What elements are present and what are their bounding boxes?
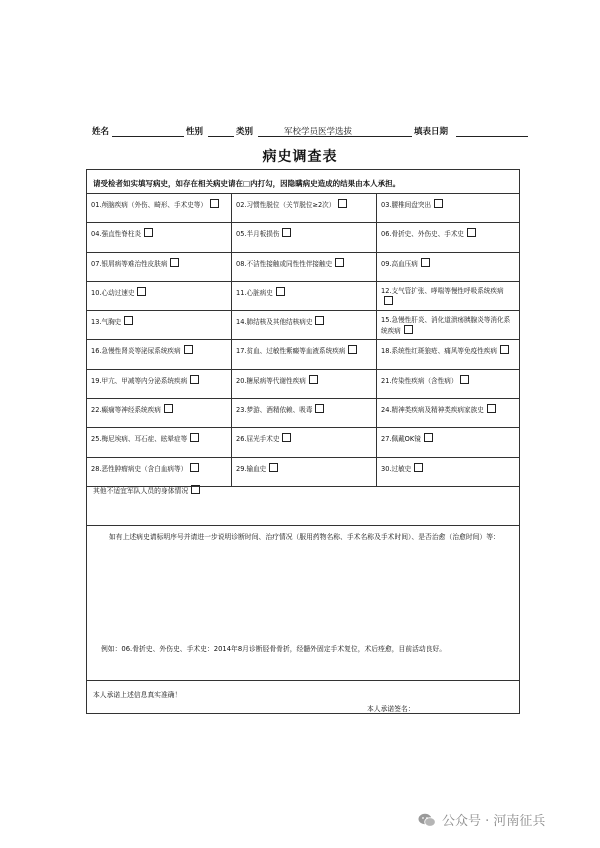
history-item (377, 282, 519, 310)
table-row (87, 253, 519, 282)
history-item-label: 19.甲亢、甲减等内分泌系统疾病 (91, 376, 188, 385)
history-item-checkbox[interactable] (315, 316, 324, 325)
explanation-example: 例如：06.骨折史、外伤史、手术史：2014年8月诊断胫骨骨折，经髓外固定手术复位，术后痊愈，目前活动良好。 (101, 645, 447, 653)
history-item (232, 399, 377, 427)
watermark (418, 810, 545, 829)
history-item-label: 03.腰椎间盘突出 (381, 201, 432, 209)
history-item-label: 25.梅尼埃病、耳石症、眩晕症等 (91, 435, 188, 444)
history-item-checkbox[interactable] (124, 316, 133, 325)
history-item (87, 370, 232, 398)
gender-field[interactable] (208, 136, 234, 137)
history-item-label: 21.传染性疾病（含性病） (381, 376, 458, 385)
form-header (92, 122, 532, 140)
history-item (87, 282, 232, 310)
name-field[interactable] (112, 136, 184, 137)
history-item-label: 18.系统性红斑狼疮、痛风等免疫性疾病 (381, 347, 497, 356)
table-row (87, 340, 519, 369)
history-item-checkbox[interactable] (210, 199, 219, 208)
history-item-checkbox[interactable] (414, 463, 423, 472)
history-item-label: 27.佩戴OK镜 (381, 435, 421, 444)
history-item-checkbox[interactable] (282, 228, 291, 237)
history-item (232, 253, 377, 281)
table-row (87, 399, 519, 428)
signature-label[interactable]: 本人承诺签名： (367, 705, 415, 713)
history-item (232, 282, 377, 310)
watermark-text: 公众号 · 河南征兵 (442, 814, 546, 829)
history-item-label: 28.恶性肿瘤病史（含白血病等） (91, 464, 188, 473)
history-item (377, 194, 519, 222)
commitment-row (87, 681, 519, 713)
history-item-checkbox[interactable] (190, 433, 199, 442)
history-item-checkbox[interactable] (434, 199, 443, 208)
history-item-label: 26.屈光手术史 (236, 435, 280, 444)
history-item (377, 223, 519, 251)
history-item-checkbox[interactable] (315, 404, 324, 413)
history-item-checkbox[interactable] (137, 287, 146, 296)
history-item-label: 17.贫血、过敏性紫癜等血液系统疾病 (236, 347, 346, 356)
history-item-label: 06.骨折史、外伤史、手术史 (381, 230, 465, 239)
history-item (232, 428, 377, 456)
history-item-label: 01.颅脑疾病（外伤、畸形、手术史等） (91, 201, 207, 209)
history-item (232, 194, 377, 222)
history-item-label: 11.心脏病史 (236, 288, 273, 297)
history-item (232, 223, 377, 251)
history-item-label: 23.梦游、酒精依赖、吸毒 (236, 406, 313, 415)
history-item-label: 29.输血史 (236, 464, 267, 473)
page-title: 病史调查表 (262, 149, 338, 165)
history-item-checkbox[interactable] (421, 258, 430, 267)
name-label: 姓名 (92, 127, 110, 137)
history-item-checkbox[interactable] (335, 258, 344, 267)
history-item-label: 02.习惯性脱位（关节脱位≥2次） (236, 201, 336, 209)
history-item-label: 15.急慢性肝炎、消化道溃疡胰腺炎等消化系统疾病 (381, 316, 511, 336)
history-item-checkbox[interactable] (164, 404, 173, 413)
history-item-label: 07.银屑病等难治性皮肤病 (91, 259, 168, 268)
history-item (377, 311, 519, 339)
history-item-checkbox[interactable] (487, 404, 496, 413)
history-item-checkbox[interactable] (460, 375, 469, 384)
history-item-label: 05.半月板损伤 (236, 230, 280, 239)
history-item-checkbox[interactable] (424, 433, 433, 442)
history-item (232, 340, 377, 368)
category-value: 军校学员医学选拔 (284, 127, 353, 137)
history-item-label: 16.急慢性肾炎等泌尿系统疾病 (91, 347, 181, 356)
history-item-checkbox[interactable] (309, 375, 318, 384)
gender-label: 性别 (186, 127, 204, 137)
history-item-checkbox[interactable] (184, 345, 193, 354)
history-item-checkbox[interactable] (269, 463, 278, 472)
history-item-checkbox[interactable] (404, 325, 413, 334)
category-label: 类别 (236, 127, 254, 137)
history-item-checkbox[interactable] (170, 258, 179, 267)
history-item-checkbox[interactable] (338, 199, 347, 208)
date-label: 填表日期 (414, 127, 449, 137)
history-item-label: 13.气胸史 (91, 318, 122, 327)
table-row (87, 428, 519, 457)
history-item-checkbox[interactable] (190, 375, 199, 384)
table-row (87, 194, 519, 223)
history-item (377, 428, 519, 456)
history-item (87, 428, 232, 456)
history-item (87, 253, 232, 281)
history-item (377, 399, 519, 427)
history-item-label: 04.强直性脊柱炎 (91, 230, 142, 239)
history-item-checkbox[interactable] (500, 345, 509, 354)
history-item-label: 10.心动过速史 (91, 288, 135, 297)
history-item-checkbox[interactable] (190, 463, 199, 472)
history-item-label: 22.癫痫等神经系统疾病 (91, 406, 161, 415)
table-row (87, 370, 519, 399)
history-item-label: 14.肺结核及其他结核病史 (236, 318, 313, 327)
other-condition-label: 其他不适宜军队人员的身体情况 (93, 487, 189, 495)
history-item-checkbox[interactable] (282, 433, 291, 442)
date-field[interactable] (456, 136, 528, 137)
history-item-checkbox[interactable] (144, 228, 153, 237)
history-grid (87, 194, 519, 487)
history-item (87, 399, 232, 427)
history-item-label: 12.支气管扩张、哮喘等慢性呼吸系统疾病 (381, 286, 504, 295)
commitment-text: 本人承诺上述信息真实准确！ (93, 691, 182, 699)
history-item (377, 370, 519, 398)
explanation-instruction: 如有上述病史请标明序号并请进一步说明诊断时间、治疗情况（服用药物名称、手术名称及手术时间）、是否治愈（治愈时间）等： (109, 533, 500, 541)
history-item-label: 08.不洁性接触或同性性伴接触史 (236, 259, 333, 268)
table-row (87, 282, 519, 311)
history-item-label: 20.糖尿病等代谢性疾病 (236, 376, 306, 385)
history-item-checkbox[interactable] (276, 287, 285, 296)
history-item (87, 223, 232, 251)
history-item (377, 340, 519, 368)
history-item-checkbox[interactable] (384, 296, 393, 305)
history-item-label: 24.精神类疾病及精神类疾病家族史 (381, 406, 484, 415)
notice-text: 请受检者如实填写病史，如存在相关病史请在□内打勾，因隐瞒病史造成的结果由本人承担。 (87, 170, 519, 194)
other-condition-checkbox[interactable] (191, 485, 200, 494)
history-item (232, 370, 377, 398)
history-item (377, 253, 519, 281)
history-item (87, 311, 232, 339)
history-item-checkbox[interactable] (467, 228, 476, 237)
other-condition-row (87, 473, 519, 526)
history-item-checkbox[interactable] (348, 345, 357, 354)
history-item (232, 311, 377, 339)
history-item (87, 340, 232, 368)
table-row (87, 223, 519, 252)
history-item-label: 09.高血压病 (381, 259, 418, 268)
explanation-area[interactable] (87, 526, 519, 681)
table-row (87, 311, 519, 340)
history-item-label: 30.过敏史 (381, 464, 412, 473)
wechat-icon (418, 813, 436, 827)
history-item (87, 194, 232, 222)
history-form (86, 169, 520, 714)
